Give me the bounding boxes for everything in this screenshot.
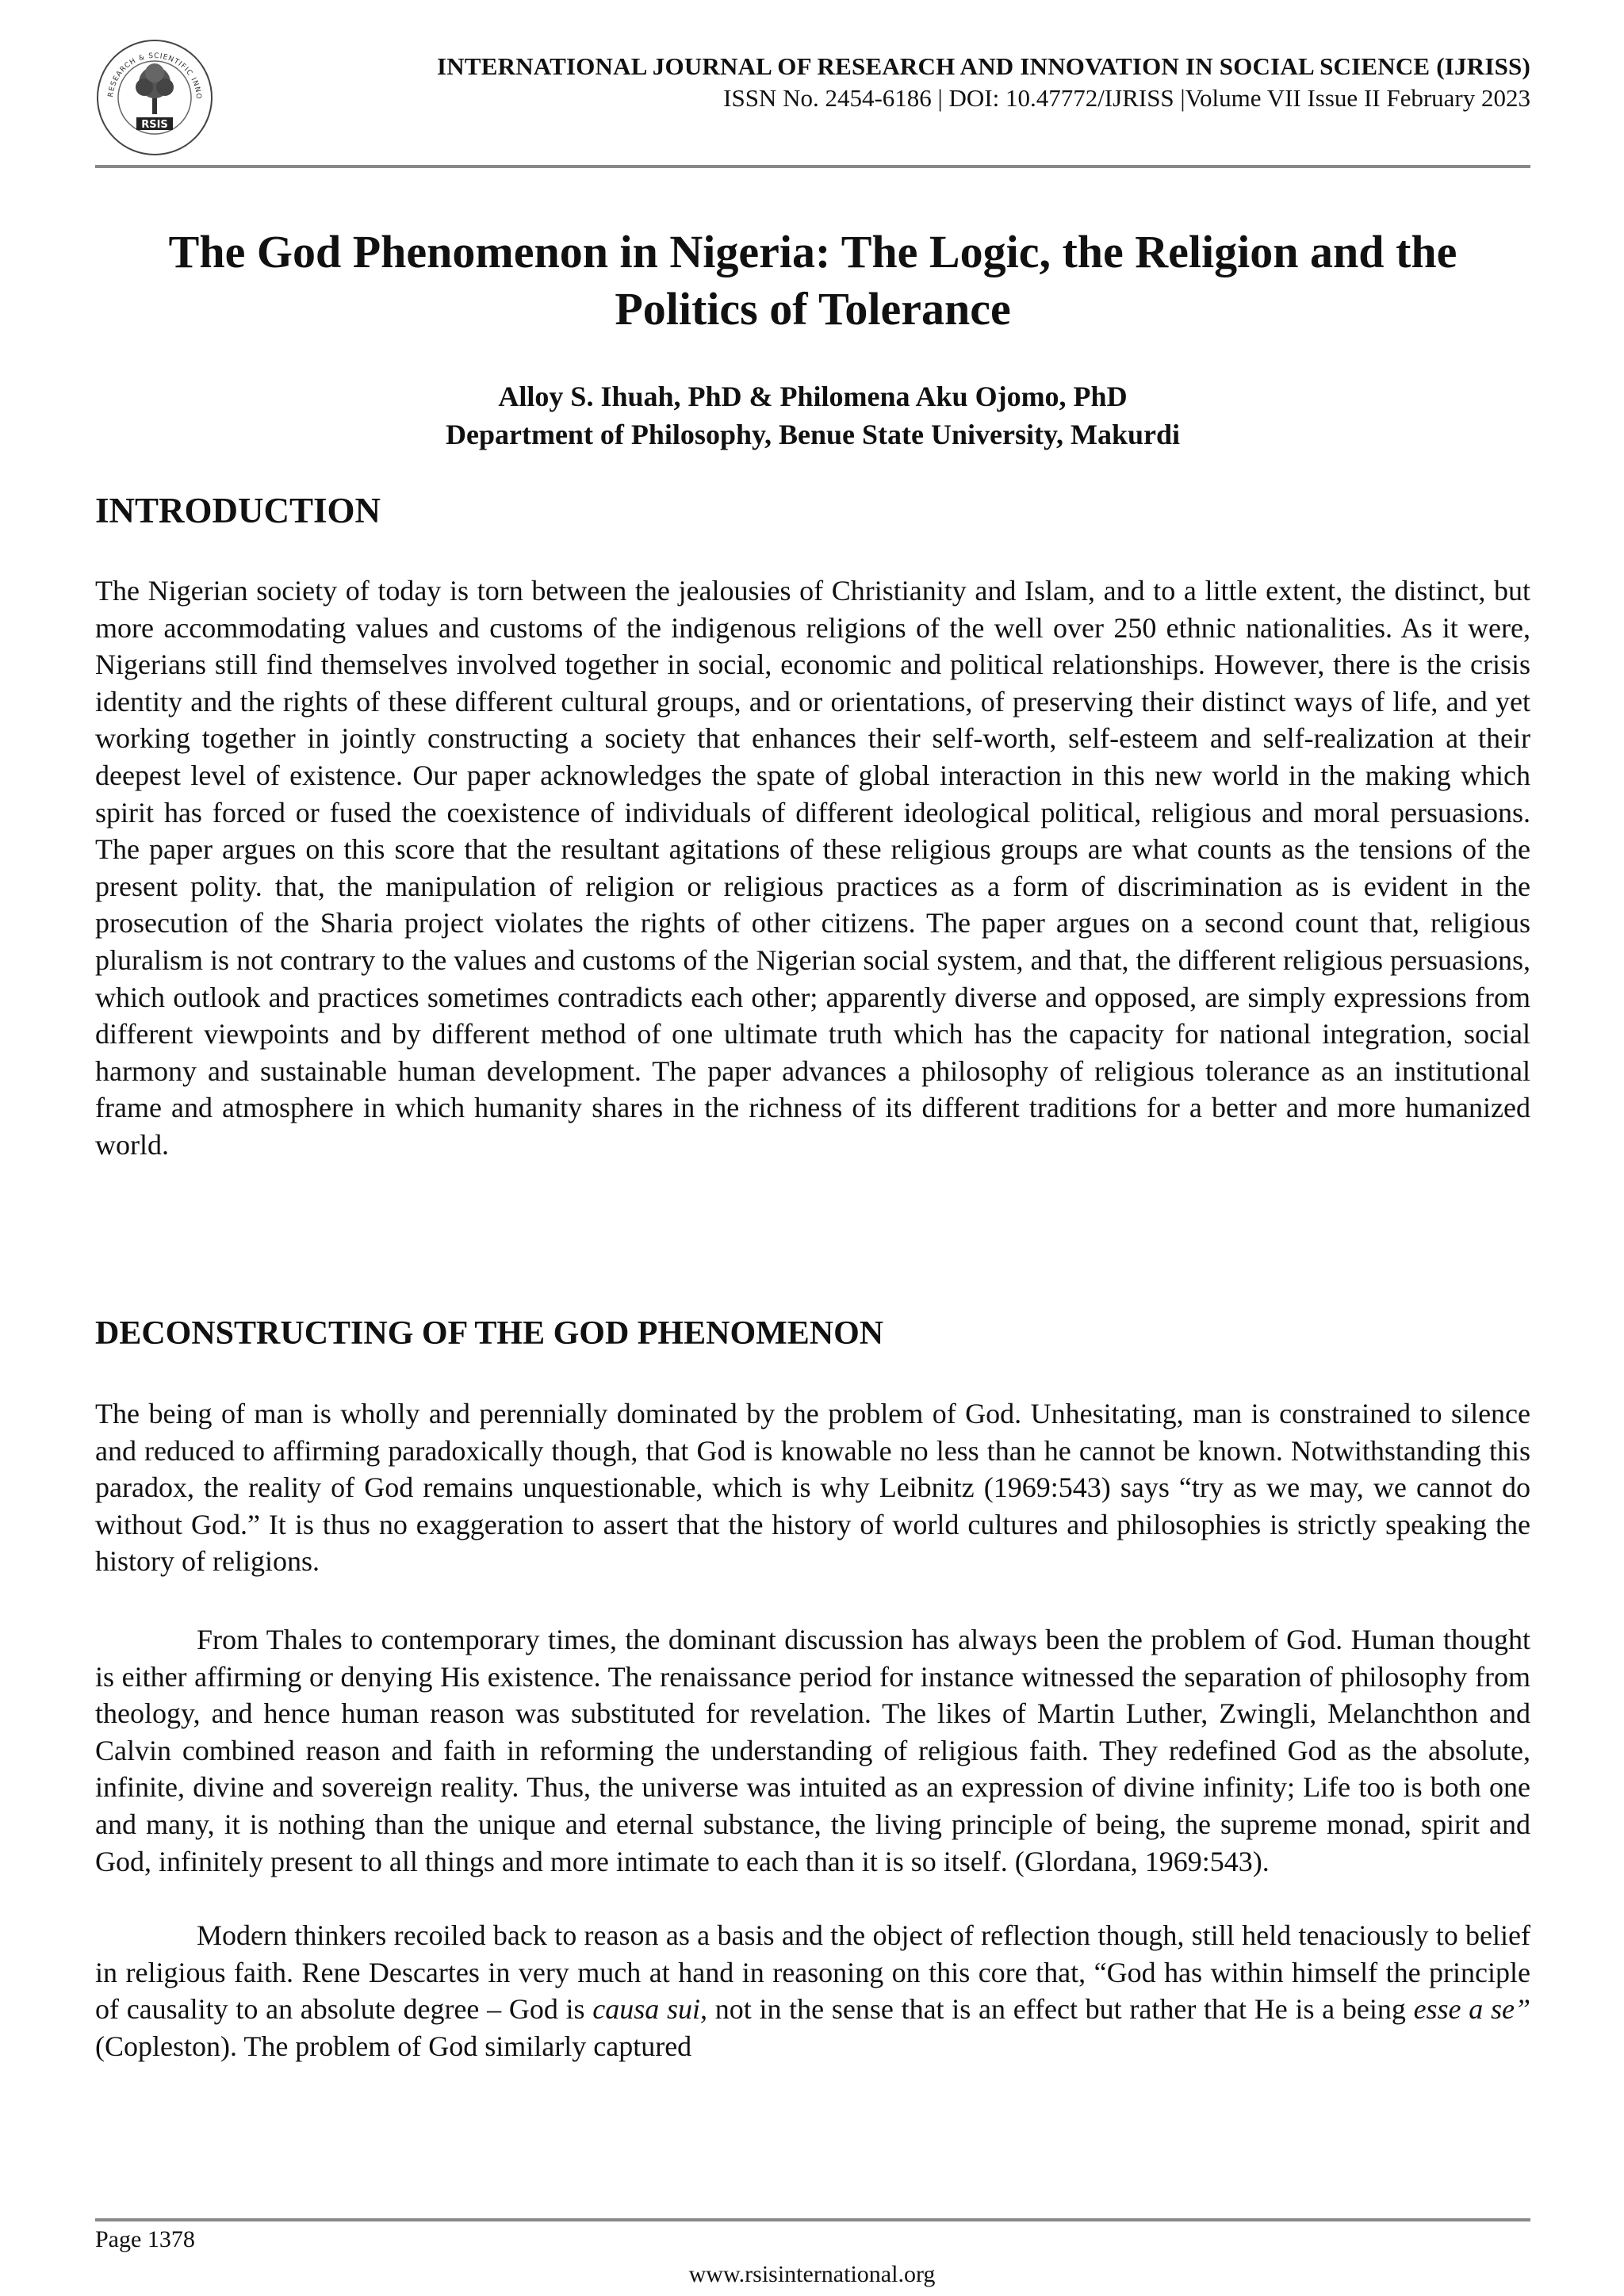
article-title	[95, 224, 1530, 338]
website-link[interactable]: www.rsisinternational.org	[688, 2261, 936, 2287]
author-block	[95, 377, 1530, 453]
journal-title: INTERNATIONAL JOURNAL OF RESEARCH AND INNOVATION IN SOCIAL SCIENCE (IJRISS)	[437, 52, 1530, 80]
issn-line: ISSN No. 2454-6186 | DOI: 10.47772/IJRISS |Volume VII Issue II February 2023	[723, 84, 1530, 112]
header-rule	[95, 165, 1530, 168]
para3-text-c: (Copleston). The problem of God similarly captured	[95, 2030, 692, 2062]
deconstructing-heading: DECONSTRUCTING OF THE GOD PHENOMENON	[95, 1315, 884, 1352]
body-paragraph-3	[95, 1917, 1530, 2064]
footer-rule	[95, 2218, 1530, 2221]
logo-ring-text: RESEARCH & SCIENTIFIC INNO	[107, 52, 203, 100]
header-text	[437, 52, 1530, 113]
body-paragraph-2: From Thales to contemporary times, the dominant discussion has always been the problem of God. Human thought is either affirming or denying His existence. The renaissance period for instance witnessed the separation of philosophy from theology, and hence human reason was substituted for revelation. The likes of Martin Luther, Zwingli, Melanchthon and Calvin combined reason and faith in reforming the understanding of religious faith. They redefined God as the absolute, infinite, divine and sovereign reality. Thus, the universe was intuited as an expression of divine infinity; Life too is both one and many, it is nothing than the unique and eternal substance, the living principle of being, the supreme monad, spirit and God, infinitely present to all things and more intimate to each than it is so itself. (Glordana, 1969:543).	[95, 1624, 1530, 1877]
affiliation: Department of Philosophy, Benue State University, Makurdi	[445, 419, 1180, 450]
rsis-logo	[95, 38, 214, 157]
journal-header	[95, 38, 1530, 165]
title-line-1: The God Phenomenon in Nigeria: The Logic, the Religion and the	[168, 226, 1457, 277]
title-line-2: Politics of Tolerance	[615, 283, 1011, 335]
authors: Alloy S. Ihuah, PhD & Philomena Aku Ojomo, PhD	[498, 381, 1128, 412]
introduction-paragraph: The Nigerian society of today is torn between the jealousies of Christianity and Islam, and to a little extent, the distinct, but more accommodating values and customs of the indigenous religions of the well over 250 ethnic nationalities. As it were, Nigerians still find themselves involved together in social, economic and political relationships. However, there is the crisis identity and the rights of these different cultural groups, and or orientations, of preserving their distinct ways of life, and yet working together in jointly constructing a society that enhances their self-worth, self-esteem and self-realization at their deepest level of existence. Our paper acknowledges the spate of global interaction in this new world in the making which spirit has forced or fused the coexistence of individuals of different ideological political, religious and moral persuasions. The paper argues on this score that the resultant agitations of these religious groups are what counts as the tensions of the present polity. that, the manipulation of religion or religious practices as a form of discrimination as is evident in the prosecution of the Sharia project violates the rights of other citizens. The paper argues on a second count that, religious pluralism is not contrary to the values and customs of the Nigerian social system, and that, the different religious persuasions, which outlook and practices sometimes contradicts each other; apparently diverse and opposed, are simply expressions from different viewpoints and by different method of one ultimate truth which has the capacity for national integration, social harmony and sustainable human development. The paper advances a philosophy of religious tolerance as an institutional frame and atmosphere in which humanity shares in the richness of its different traditions for a better and more humanized world.	[95, 575, 1530, 1161]
body-paragraph-1: The being of man is wholly and perennially dominated by the problem of God. Unhesitating, man is constrained to silence and reduced to affirming paradoxically though, that God is knowable no less than he cannot be known. Notwithstanding this paradox, the reality of God remains unquestionable, which is why Leibnitz (1969:543) says “try as we may, we cannot do without God.” It is thus no exaggeration to assert that the history of world cultures and philosophies is strictly speaking the history of religions.	[95, 1398, 1530, 1578]
para3-text-a: Modern thinkers recoiled back to reason as a basis and the object of reflection though, still held tenaciously to belief in religious faith. Rene Descartes in very much at hand in reasoning on this core that, “God has within himself the principle of causality to an absolute degree – God is	[95, 1919, 1530, 2026]
page-number: Page 1378	[95, 2226, 195, 2252]
logo-abbr: RSIS	[141, 119, 168, 131]
para3-italic-esse-a-se: esse a se”	[1413, 1993, 1530, 2026]
introduction-heading: INTRODUCTION	[95, 491, 381, 530]
para3-text-b: not in the sense that is an effect but rather that He is a being	[707, 1993, 1414, 2026]
para3-italic-causa-sui: causa sui,	[592, 1993, 708, 2026]
